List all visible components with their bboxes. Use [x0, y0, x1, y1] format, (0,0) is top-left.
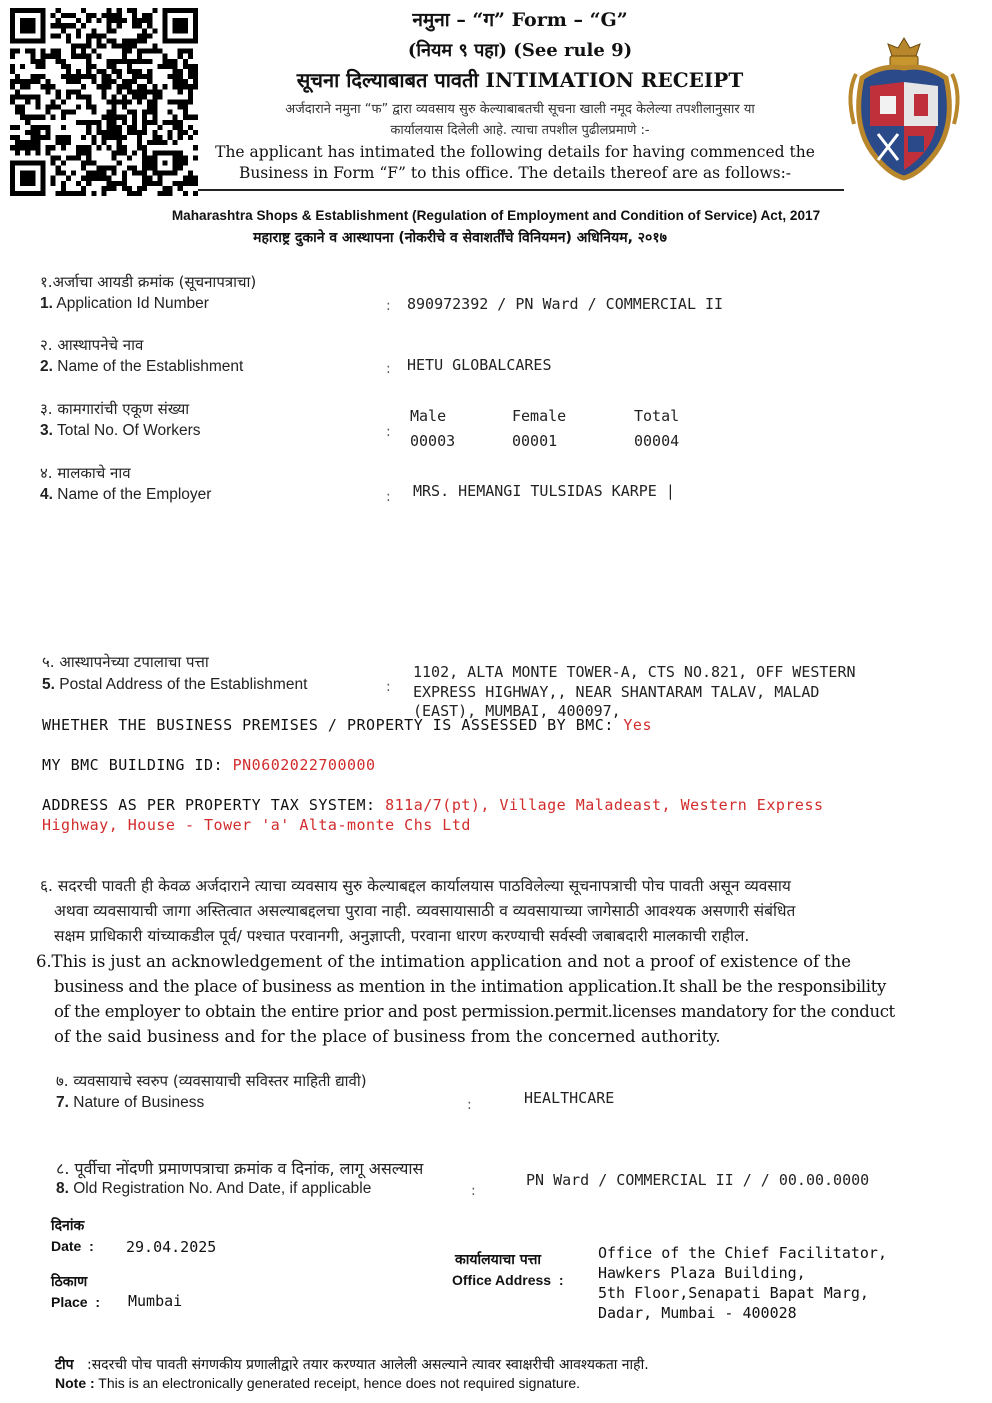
- act-title-english: Maharashtra Shops & Establishment (Regulation of Employment and Condition of Service) Act, 2017: [171, 208, 821, 223]
- field-1-marathi-label: १.अर्जाचा आयडी क्रमांक (सूचनापत्राचा): [40, 273, 257, 291]
- marathi-intro-line-2: कार्यालयास दिलेली आहे. त्याचा तपशील पुढीलप्रमाणे :-: [390, 123, 650, 138]
- rule-reference: (नियम ९ पहा) (See rule 9): [407, 40, 633, 61]
- field-8-marathi-label: ८. पूर्वीचा नोंदणी प्रमाणपत्राचा क्रमांक व दिनांक, लागू असल्यास: [56, 1159, 424, 1178]
- disclaimer-english-line-3: of the employer to obtain the entire prior and post permission.permit.licenses mandatory for the conduct: [54, 1002, 895, 1021]
- office-address-line-3: 5th Floor,Senapati Bapat Marg,: [598, 1284, 869, 1302]
- field-8-colon: :: [471, 1183, 476, 1199]
- application-id-value: 890972392 / PN Ward / COMMERCIAL II: [407, 295, 724, 313]
- english-intro-line-2: Business in Form “F” to this office. The details thereof are as follows:-: [238, 164, 792, 182]
- office-address-line-4: Dadar, Mumbai - 400028: [598, 1304, 797, 1322]
- disclaimer-english-line-4: of the said business and for the place of business from the concerned authority.: [54, 1027, 721, 1046]
- field-2-marathi-label: २. आस्थापनेचे नाव: [40, 336, 144, 354]
- field-2-label: 2. Name of the Establishment: [40, 358, 244, 375]
- field-4-label: 4. Name of the Employer: [40, 486, 212, 503]
- property-tax-address-row: ADDRESS AS PER PROPERTY TAX SYSTEM: 811a/7(pt), Village Maladeast, Western Express: [42, 796, 824, 814]
- field-5-label: 5. Postal Address of the Establishment: [42, 676, 308, 693]
- old-registration-value: PN Ward / COMMERCIAL II / / 00.00.0000: [526, 1171, 870, 1189]
- field-3-label: 3. Total No. Of Workers: [40, 422, 201, 439]
- field-1-colon: :: [386, 298, 391, 314]
- office-label: Office Address :: [452, 1272, 564, 1288]
- marathi-intro-line-1: अर्जदाराने नमुना “फ” द्वारा व्यवसाय सुरु केल्याबाबतची सूचना खाली नमूद केलेल्या तपशीलानुसार या: [285, 102, 755, 117]
- english-intro-line-1: The applicant has intimated the following details for having commenced the: [215, 143, 815, 161]
- field-2-colon: :: [386, 361, 391, 377]
- field-5-marathi-label: ५. आस्थापनेच्या टपालाचा पत्ता: [42, 653, 209, 671]
- total-count: 00004: [634, 432, 680, 450]
- property-tax-address-value-2: Highway, House - Tower 'a' Alta-monte Chs Ltd: [42, 816, 471, 834]
- field-8-label: 8. Old Registration No. And Date, if applicable: [56, 1180, 372, 1197]
- bmc-assessed-value: Yes: [623, 716, 652, 734]
- place-value: Mumbai: [128, 1292, 183, 1310]
- date-value: 29.04.2025: [126, 1238, 217, 1256]
- property-tax-address-value-1: 811a/7(pt), Village Maladeast, Western Express: [385, 796, 824, 814]
- place-label: Place :: [51, 1294, 101, 1310]
- act-title-marathi: महाराष्ट्र दुकाने व आस्थापना (नोकरीचे व सेवाशर्तींचे विनियमन) अधिनियम, २०१७: [253, 230, 667, 246]
- receipt-title: सूचना दिल्याबाबत पावती INTIMATION RECEIPT: [296, 68, 744, 92]
- date-label: Date :: [51, 1238, 94, 1254]
- office-address-line-2: Hawkers Plaza Building,: [598, 1264, 806, 1282]
- disclaimer-marathi-line-1: ६. सदरची पावती ही केवळ अर्जदाराने त्याचा व्यवसाय सुरु केल्याबद्दल कार्यालयास पाठविलेल्या सूचनापत्राची पोच पावती असून व्यवसाय: [40, 877, 791, 895]
- date-marathi-label: दिनांक: [51, 1218, 85, 1234]
- total-label: Total: [634, 407, 680, 425]
- field-7-marathi-label: ७. व्यवसायाचे स्वरुप (व्यवसायाची सविस्तर माहिती द्यावी): [56, 1072, 367, 1090]
- field-1-label: 1. Application Id Number: [40, 295, 209, 312]
- bmc-emblem-icon: [842, 34, 966, 182]
- disclaimer-english-line-1: 6.This is just an acknowledgement of the intimation application and not a proof of existence of the: [36, 952, 851, 971]
- office-address-line-1: Office of the Chief Facilitator,: [598, 1244, 887, 1262]
- postal-address-line-3: (EAST), MUMBAI, 400097,: [413, 702, 621, 720]
- male-label: Male: [410, 407, 447, 425]
- qr-code-icon: [10, 8, 198, 196]
- male-count: 00003: [410, 432, 456, 450]
- disclaimer-english-line-2: business and the place of business as mention in the intimation application.It shall be the responsibility: [54, 977, 886, 996]
- place-marathi-label: ठिकाण: [51, 1274, 88, 1290]
- bmc-building-row: MY BMC BUILDING ID: PN0602022700000: [42, 756, 376, 774]
- postal-address-line-1: 1102, ALTA MONTE TOWER-A, CTS NO.821, OFF WESTERN: [413, 663, 856, 681]
- bmc-building-id-value: PN0602022700000: [232, 756, 376, 774]
- field-7-colon: :: [467, 1097, 472, 1113]
- field-7-label: 7. Nature of Business: [56, 1094, 205, 1111]
- postal-address-line-2: EXPRESS HIGHWAY,, NEAR SHANTARAM TALAV, MALAD: [413, 683, 820, 701]
- nature-of-business-value: HEALTHCARE: [524, 1089, 615, 1107]
- establishment-name-value: HETU GLOBALCARES: [407, 356, 552, 374]
- office-marathi-label: कार्यालयाचा पत्ता: [455, 1252, 542, 1268]
- field-3-colon: :: [386, 424, 391, 440]
- female-label: Female: [512, 407, 567, 425]
- form-title: नमुना – “ग” Form – “G”: [412, 9, 628, 31]
- employer-name-value: MRS. HEMANGI TULSIDAS KARPE |: [413, 482, 675, 500]
- field-3-marathi-label: ३. कामगारांची एकूण संख्या: [40, 400, 190, 418]
- note-english: Note : This is an electronically generated receipt, hence does not required signature.: [55, 1375, 581, 1391]
- female-count: 00001: [512, 432, 558, 450]
- note-marathi: टीप :सदरची पोच पावती संगणकीय प्रणालीद्वारे तयार करण्यात आलेली असल्याने त्यावर स्वाक्षरीची आवश्यकता नाही.: [55, 1357, 649, 1373]
- bmc-assessed-row: WHETHER THE BUSINESS PREMISES / PROPERTY IS ASSESSED BY BMC: Yes: [42, 716, 652, 734]
- field-4-colon: :: [386, 489, 391, 505]
- field-5-colon: :: [386, 679, 391, 695]
- disclaimer-marathi-line-2: अथवा व्यवसायाची जागा अस्तित्वात असल्याबद्दलचा पुरावा नाही. व्यवसायासाठी व व्यवसायाच्या जागेसाठी आवश्यक असणारी संबंधित: [54, 902, 796, 920]
- header-divider: [198, 189, 844, 191]
- field-4-marathi-label: ४. मालकाचे नाव: [40, 464, 131, 482]
- disclaimer-marathi-line-3: सक्षम प्राधिकारी यांच्याकडील पूर्व/ पश्चात परवानगी, अनुज्ञाप्ती, परवाना धारण करण्याची सर्वस्वी जबाबदारी मालकाची राहील.: [54, 927, 750, 945]
